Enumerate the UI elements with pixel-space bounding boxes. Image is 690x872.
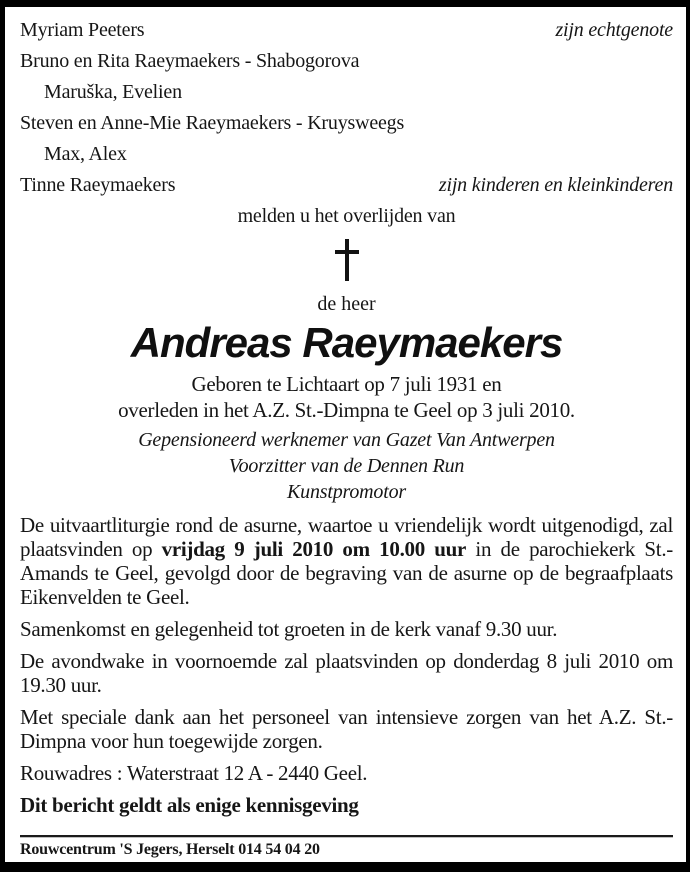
funeral-home-line: Rouwcentrum 'S Jegers, Herselt 014 54 04 20 (20, 841, 320, 858)
footer-divider (20, 835, 673, 837)
title-line: Gepensioneerd werknemer van Gazet Van Antwerpen (138, 429, 555, 451)
mourning-address: Rouwadres : Waterstraat 12 A - 2440 Geel. (20, 761, 368, 785)
relation-label: zijn echtgenote (555, 19, 673, 41)
title-line: Kunstpromotor (287, 481, 406, 503)
cross-icon (335, 239, 359, 281)
thanks-paragraph: Met speciale dank aan het personeel van intensieve zorgen van het A.Z. St.-Dimpna voor hun toegewijde zorgen. (20, 705, 673, 753)
death-line: overleden in het A.Z. St.-Dimpna te Geel op 3 juli 2010. (118, 398, 575, 422)
family-member-name: Bruno en Rita Raeymaekers - Shabogorova (20, 50, 360, 72)
family-member-name: Steven en Anne-Mie Raeymaekers - Kruysweegs (20, 112, 405, 134)
family-row (20, 108, 673, 139)
relation-label: zijn kinderen en kleinkinderen (438, 174, 673, 196)
liturgy-paragraph (20, 513, 673, 609)
deceased-name: Andreas Raeymaekers (130, 319, 563, 366)
service-details (20, 513, 673, 825)
wake-paragraph: De avondwake in voornoemde zal plaatsvinden op donderdag 8 juli 2010 om 19.30 uur. (20, 649, 673, 697)
family-member-name: Max, Alex (44, 143, 127, 165)
single-notice-line: Dit bericht geldt als enige kennisgeving (20, 793, 359, 817)
deceased-titles (20, 427, 673, 505)
family-row (20, 139, 673, 170)
family-member-name: Tinne Raeymaekers (20, 174, 176, 196)
family-member-name: Myriam Peeters (20, 19, 145, 41)
liturgy-text: De uitvaartliturgie rond de asurne, waartoe u vriendelijk wordt uitgenodigd, zal plaatsvinden op (20, 513, 673, 561)
family-row (20, 77, 673, 108)
birth-line: Geboren te Lichtaart op 7 juli 1931 en (191, 372, 502, 396)
family-row (20, 15, 673, 46)
liturgy-datetime: vrijdag 9 juli 2010 om 10.00 uur (161, 537, 467, 561)
family-row (20, 170, 673, 201)
footer (20, 831, 673, 862)
liturgy-text: in de parochiekerk St.-Amands te Geel, gevolgd door de begraving van de asurne op de begraafplaats Eikenvelden te Geel. (20, 537, 673, 609)
life-dates (20, 371, 673, 423)
gathering-paragraph: Samenkomst en gelegenheid tot groeten in de kerk vanaf 9.30 uur. (20, 617, 558, 641)
family-list (20, 15, 673, 201)
family-row (20, 46, 673, 77)
announcement-line: melden u het overlijden van (237, 205, 456, 227)
title-line: Voorzitter van de Dennen Run (228, 455, 465, 477)
family-member-name: Maruška, Evelien (44, 81, 182, 103)
salutation: de heer (317, 293, 376, 315)
